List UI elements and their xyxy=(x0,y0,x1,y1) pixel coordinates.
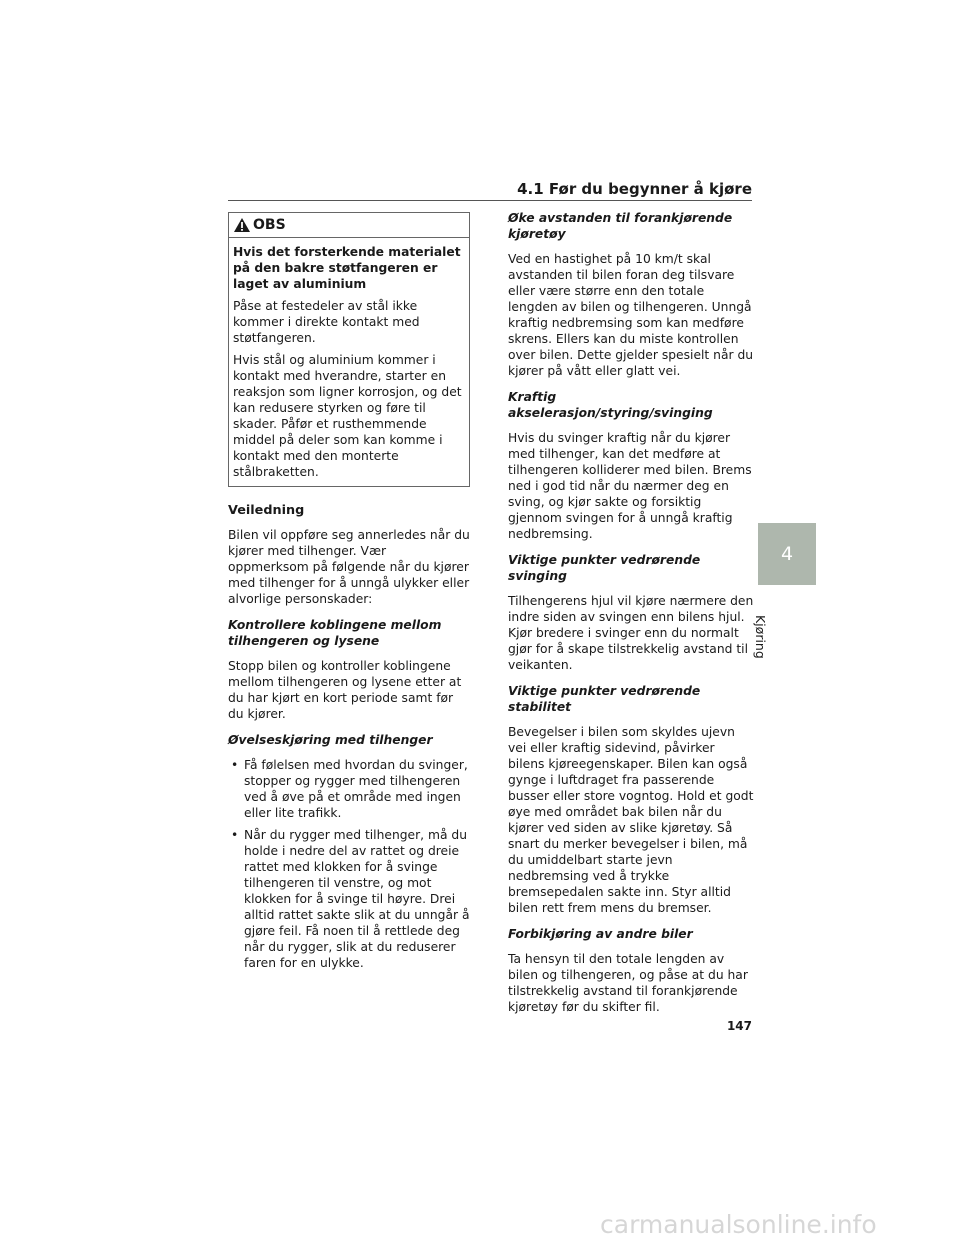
section-header: 4.1 Før du begynner å kjøre xyxy=(517,180,752,198)
forbikjoring-heading: Forbikjøring av andre biler xyxy=(508,927,693,941)
chapter-tab xyxy=(758,523,816,585)
page-number: 147 xyxy=(726,1019,752,1033)
watermark: carmanualsonline.info xyxy=(600,1210,877,1239)
warning-box xyxy=(228,212,470,487)
chapter-label: Kjøring xyxy=(753,615,768,659)
svinging-heading: Viktige punkter vedrørende svinging xyxy=(508,553,701,583)
veiledning-heading: Veiledning xyxy=(228,503,305,518)
warning-label: OBS xyxy=(253,217,286,233)
right-column xyxy=(508,210,754,1023)
warning-triangle-icon xyxy=(233,217,251,233)
warning-paragraph-2: Hvis stål og aluminium kommer i kontakt med hverandre, starter en reaksjon som ligner korrosjon, og det kan redusere styrken og føre til skader. Påfør et rusthemmende middel på deler som kan komme i kontakt med den monterte stålbraketten. xyxy=(233,353,462,479)
kraftig-heading: Kraftig akselerasjon/styring/svinging xyxy=(508,390,713,420)
koblinger-text: Stopp bilen og kontroller koblingene mellom tilhengeren og lysene etter at du har kjørt en kort periode samt før du kjører. xyxy=(228,659,462,721)
warning-title: Hvis det forsterkende materialet på den bakre støtfangeren er laget av aluminium xyxy=(233,245,461,291)
avstand-text: Ved en hastighet på 10 km/t skal avstanden til bilen foran deg tilsvare eller være større enn den totale lengden av bilen og tilhengeren. Unngå kraftig nedbremsing som kan medføre skrens. Ellers kan du miste kontrollen over bilen. Dette gjelder spesielt når du kjører på vått eller glatt vei. xyxy=(508,252,754,378)
warning-paragraph-1: Påse at festedeler av stål ikke kommer i direkte kontakt med støtfangeren. xyxy=(233,299,420,345)
veiledning-text: Bilen vil oppføre seg annerledes når du kjører med tilhenger. Vær oppmerksom på følgende når du kjører med tilhenger for å unngå ulykker eller alvorlige personskader: xyxy=(228,528,470,606)
ovelse-heading: Øvelseskjøring med tilhenger xyxy=(228,733,433,747)
kraftig-text: Hvis du svinger kraftig når du kjører med tilhenger, kan det medføre at tilhengeren kolliderer med bilen. Brems ned i god tid når du nærmer deg en sving, og kjør sakte og forsiktig gjennom svingen for å unngå kraftig nedbremsing. xyxy=(508,431,752,541)
warning-body xyxy=(229,238,469,486)
list-item xyxy=(228,757,470,821)
list-item-text: Når du rygger med tilhenger, må du holde i nedre del av rattet og dreie rattet med klokken for å svinge tilhengeren til venstre, og mot klokken for å svinge til høyre. Drei alltid rattet sakte slik at du unngår å gjøre feil. Få noen til å rettlede deg når du rygger, slik at du reduserer faren for en ulykke. xyxy=(244,828,470,970)
left-column xyxy=(228,212,470,977)
forbikjoring-text: Ta hensyn til den totale lengden av bilen og tilhengeren, og påse at du har tilstrekkelig avstand til forankjørende kjøretøy før du skifter fil. xyxy=(508,952,748,1014)
chapter-number: 4 xyxy=(780,543,794,565)
warning-header xyxy=(229,213,469,238)
list-item-text: Få følelsen med hvordan du svinger, stopper og rygger med tilhengeren ved å øve på et område med ingen eller lite trafikk. xyxy=(244,758,468,820)
bullet-mark: • xyxy=(231,828,239,842)
bullet-mark: • xyxy=(231,758,239,772)
stabilitet-heading: Viktige punkter vedrørende stabilitet xyxy=(508,684,701,714)
stabilitet-text: Bevegelser i bilen som skyldes ujevn vei eller kraftig sidevind, påvirker bilens kjøreegenskaper. Bilen kan også gynge i luftdraget fra passerende busser eller store vogntog. Hold et godt øye med området bak bilen når du kjører ved siden av slike kjøretøy. Så snart du merker bevegelser i bilen, må du umiddelbart starte jevn nedbremsing ved å trykke bremsepedalen sakte inn. Styr alltid bilen rett frem mens du bremser. xyxy=(508,725,754,915)
list-item xyxy=(228,827,470,971)
ovelse-list xyxy=(228,757,470,971)
svinging-text: Tilhengerens hjul vil kjøre nærmere den indre siden av svingen enn bilens hjul. Kjør bredere i svinger enn du normalt gjør for å skape tilstrekkelig avstand til veikanten. xyxy=(508,594,754,672)
avstand-heading: Øke avstanden til forankjørende kjøretøy xyxy=(508,211,733,241)
koblinger-heading: Kontrollere koblingene mellom tilhengeren og lysene xyxy=(228,618,442,648)
header-divider xyxy=(228,200,752,201)
